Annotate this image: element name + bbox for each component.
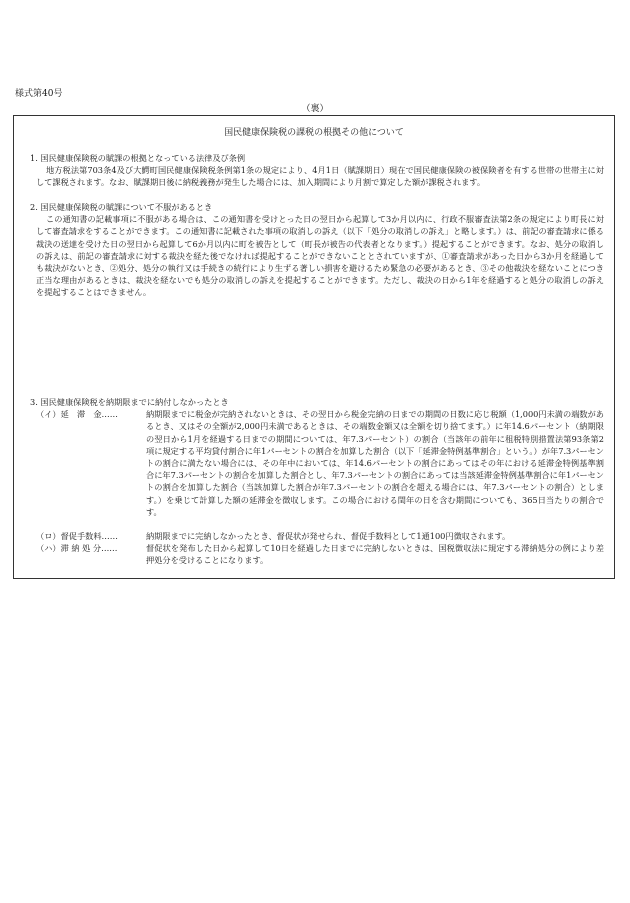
form-number: 様式第40号 — [15, 89, 63, 99]
term-label: （ロ）督促手数料…… — [36, 531, 118, 542]
side-label: （裏） — [301, 104, 329, 114]
notice-title: 国民健康保険税の課税の根拠その他について — [224, 128, 404, 138]
term-text: 納期限までに税金が完納されないときは、その翌日から税金完納の日までの期間の日数に応じ税額（1,000円未満の端数があるとき、又はその全額が2,000円未満であるときは、その端数金額又は全額を切り捨てます。）に年14.6パーセント（納期限の翌日から1月を経過する日までの期間については、年7.3パーセント）の割合（当該年の前年に租税特別措置法第93条第2項に規定する平均貸付割合に年1パーセントの割合を加算した割合（以下「延滞金特例基準割合」という。）が年7.3パーセントの割合に満たない場合には、その年中においては、年14.6パーセントの割合にあってはその年における延滞金特例基準割合に年7.3パーセントの割合を加算した割合とし、年7.3パーセントの割合にあっては当該延滞金特例基準割合に年1パーセントの割合を加算した割合（当該加算した割合が年7.3パーセントの割合を超える場合には、年7.3パーセントの割合）とします。）を乗じて計算した額の延滞金を徴収します。この場合における閏年の日を含む期間についても、365日当たりの割合です。 — [146, 409, 604, 517]
term-text: 納期限までに完納しなかったとき、督促状が発せられ、督促手数料として1通100円徴収されます。 — [146, 531, 511, 542]
term-reminder-fee — [30, 530, 604, 542]
section-2-heading: 2. 国民健康保険税の賦課について不服があるとき — [30, 202, 213, 212]
section-1 — [30, 152, 604, 189]
section-1-body: 地方税法第703条4及び大鰐町国民健康保険税条例第1条の規定により、4月1日（賦課期日）現在で国民健康保険の被保険者を有する世帯の世帯主に対して課税されます。なお、賦課期日後に納税義務が発生した場合には、加入期間により月割で算定した額が課税されます。 — [36, 165, 604, 188]
notice-box — [13, 115, 615, 579]
section-3 — [30, 396, 604, 567]
term-delinquency-disposition — [30, 542, 604, 566]
section-2-body: この通知書の記載事項に不服がある場合は、この通知書を受けとった日の翌日から起算して3か月以内に、行政不服審査法第2条の規定により町長に対して審査請求をすることができます。この通知書に記載された事項の取消しの訴え（以下「処分の取消しの訴え」と略します。）は、前記の審査請求に係る裁決の送達を受けた日の翌日から起算して6か月以内に町を被告として（町長が被告の代表者となります。）提起することができます。なお、処分の取消しの訴えは、前記の審査請求に対する裁決を経た後でなければ提起することができないこととされていますが、①審査請求があった日から3か月を経過しても裁決がないとき、②処分、処分の執行又は手続きの続行により生ずる著しい損害を避けるため緊急の必要があるとき、③その他裁決を経ないことにつき正当な理由があるときは、裁決を経ないでも処分の取消しの訴えを提起することができます。ただし、裁決の日から1年を経過すると処分の取消しの訴えを提起することはできません。 — [36, 214, 604, 298]
term-label: （イ）延 滞 金…… — [36, 409, 118, 420]
section-1-heading: 1. 国民健康保険税の賦課の根拠となっている法律及び条例 — [30, 153, 246, 163]
section-3-heading: 3. 国民健康保険税を納期限までに納付しなかったとき — [30, 397, 229, 407]
section-2 — [30, 201, 604, 299]
term-label: （ハ）滞 納 処 分…… — [36, 543, 118, 554]
term-text: 督促状を発布した日から起算して10日を経過した日までに完納しないときは、国税徴収法に規定する滞納処分の例により差押処分を受けることになります。 — [146, 543, 604, 566]
term-late-fee — [30, 408, 604, 518]
